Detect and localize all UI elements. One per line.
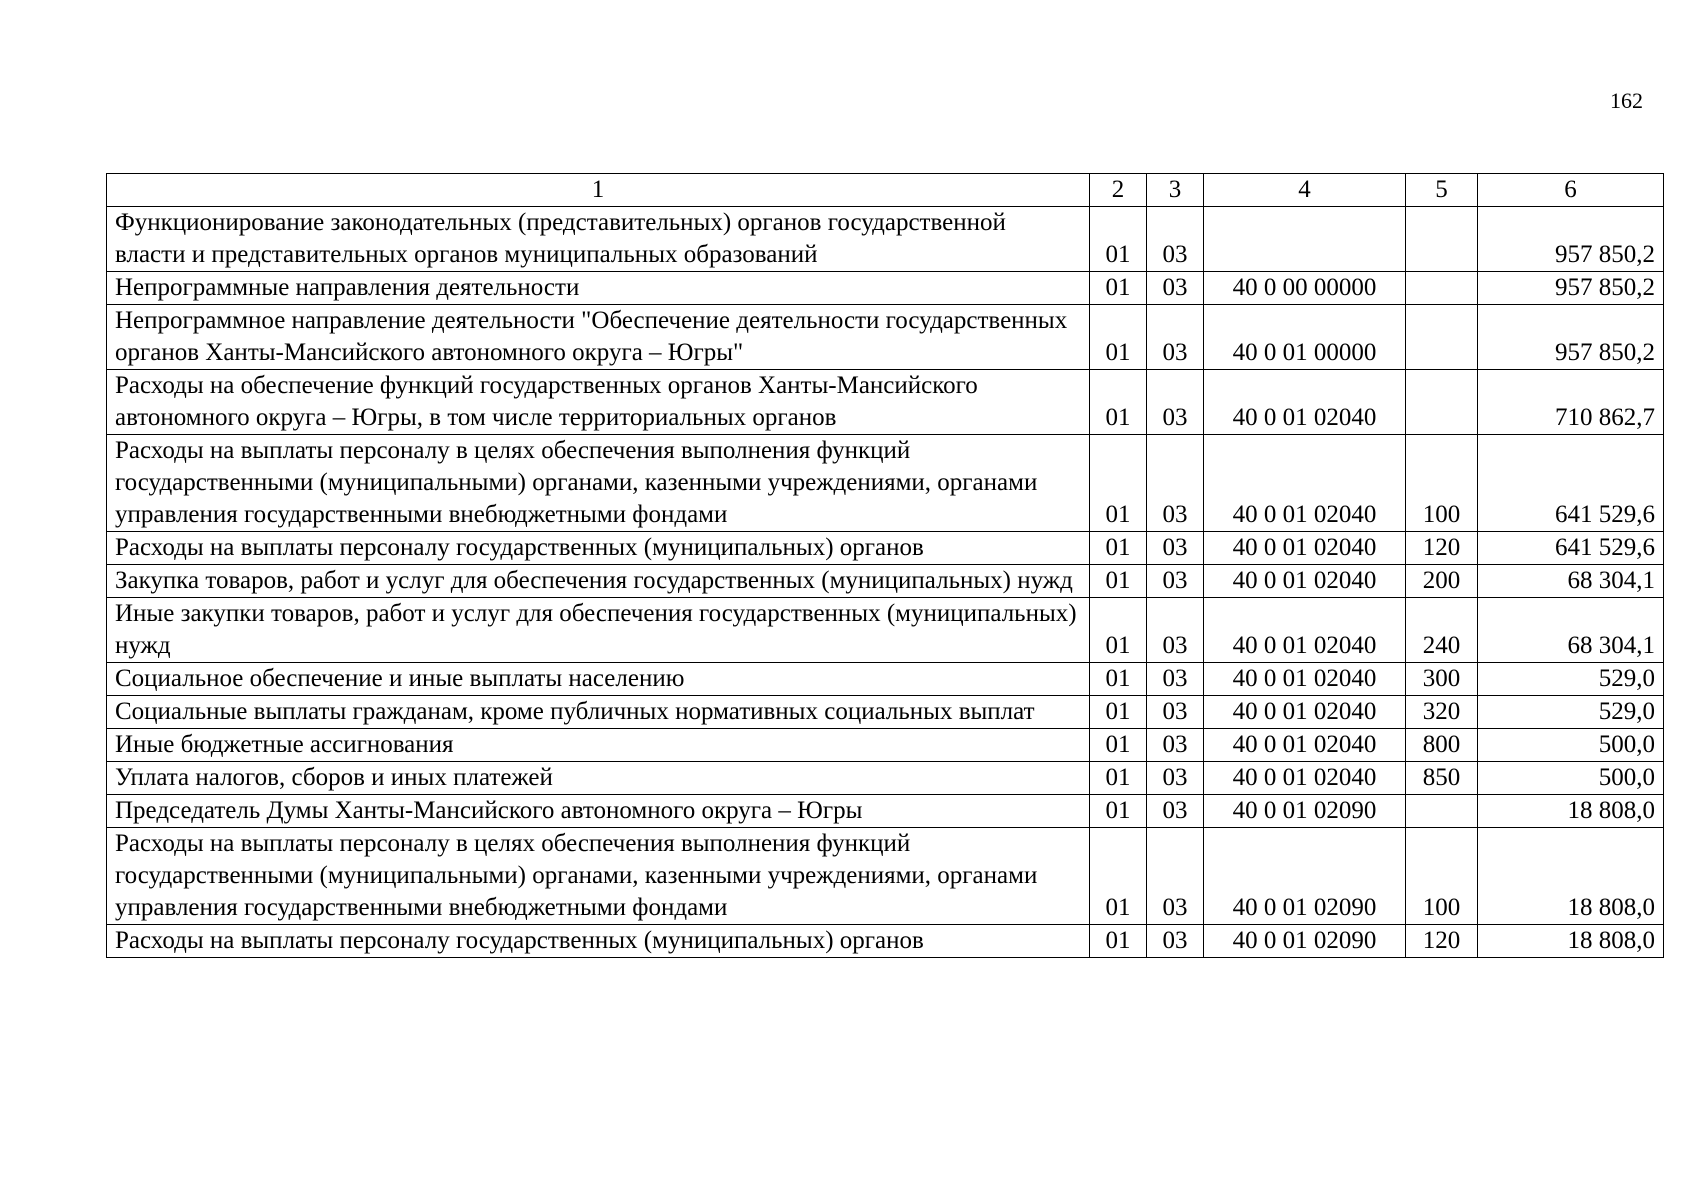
row-subsection: 03 [1147,305,1204,370]
row-target-code: 40 0 01 02040 [1204,565,1406,598]
row-name: Расходы на обеспечение функций государственных органов Ханты-Мансийского автономного округа – Югры, в том числе территориальных органов [107,370,1090,435]
row-target-code: 40 0 01 02040 [1204,598,1406,663]
row-expense-type [1406,207,1478,272]
header-col-2: 2 [1090,174,1147,207]
row-subsection: 03 [1147,207,1204,272]
row-amount: 68 304,1 [1478,565,1664,598]
row-section: 01 [1090,532,1147,565]
row-section: 01 [1090,565,1147,598]
row-expense-type [1406,370,1478,435]
row-subsection: 03 [1147,925,1204,958]
row-expense-type: 850 [1406,762,1478,795]
row-section: 01 [1090,762,1147,795]
row-target-code: 40 0 01 02040 [1204,370,1406,435]
header-col-1: 1 [107,174,1090,207]
row-target-code: 40 0 01 02040 [1204,696,1406,729]
row-amount: 18 808,0 [1478,795,1664,828]
row-expense-type [1406,305,1478,370]
row-name: Расходы на выплаты персоналу государственных (муниципальных) органов [107,532,1090,565]
row-subsection: 03 [1147,272,1204,305]
row-expense-type [1406,272,1478,305]
row-name: Расходы на выплаты персоналу государственных (муниципальных) органов [107,925,1090,958]
row-target-code [1204,207,1406,272]
row-section: 01 [1090,663,1147,696]
row-target-code: 40 0 01 02090 [1204,925,1406,958]
row-amount: 529,0 [1478,663,1664,696]
row-name: Расходы на выплаты персоналу в целях обеспечения выполнения функций государственными (муниципальными) органами, казенными учреждениями, органами управления государственными внебюджетными фондами [107,828,1090,925]
header-col-4: 4 [1204,174,1406,207]
row-name: Председатель Думы Ханты-Мансийского автономного округа – Югры [107,795,1090,828]
table-row [107,828,1664,925]
row-section: 01 [1090,370,1147,435]
row-subsection: 03 [1147,663,1204,696]
row-expense-type: 100 [1406,828,1478,925]
table-row [107,565,1664,598]
table-row [107,532,1664,565]
table-row [107,729,1664,762]
row-section: 01 [1090,598,1147,663]
row-amount: 500,0 [1478,729,1664,762]
row-name: Закупка товаров, работ и услуг для обеспечения государственных (муниципальных) нужд [107,565,1090,598]
row-expense-type: 120 [1406,925,1478,958]
row-amount: 18 808,0 [1478,828,1664,925]
row-section: 01 [1090,828,1147,925]
table-row [107,598,1664,663]
row-subsection: 03 [1147,598,1204,663]
row-name: Расходы на выплаты персоналу в целях обеспечения выполнения функций государственными (муниципальными) органами, казенными учреждениями, органами управления государственными внебюджетными фондами [107,435,1090,532]
row-subsection: 03 [1147,565,1204,598]
row-name: Непрограммные направления деятельности [107,272,1090,305]
row-amount: 500,0 [1478,762,1664,795]
row-amount: 957 850,2 [1478,305,1664,370]
row-expense-type: 200 [1406,565,1478,598]
row-target-code: 40 0 01 02040 [1204,435,1406,532]
row-subsection: 03 [1147,435,1204,532]
row-target-code: 40 0 00 00000 [1204,272,1406,305]
row-section: 01 [1090,925,1147,958]
header-row [107,174,1664,207]
row-subsection: 03 [1147,762,1204,795]
row-expense-type: 240 [1406,598,1478,663]
table-row [107,762,1664,795]
row-target-code: 40 0 01 02040 [1204,663,1406,696]
row-expense-type: 300 [1406,663,1478,696]
row-amount: 957 850,2 [1478,207,1664,272]
row-target-code: 40 0 01 00000 [1204,305,1406,370]
table-row [107,795,1664,828]
row-section: 01 [1090,729,1147,762]
table-row [107,696,1664,729]
header-col-6: 6 [1478,174,1664,207]
table-row [107,370,1664,435]
header-col-5: 5 [1406,174,1478,207]
row-expense-type: 320 [1406,696,1478,729]
row-target-code: 40 0 01 02090 [1204,828,1406,925]
row-name: Социальное обеспечение и иные выплаты населению [107,663,1090,696]
row-expense-type: 800 [1406,729,1478,762]
row-amount: 641 529,6 [1478,435,1664,532]
row-expense-type: 120 [1406,532,1478,565]
row-expense-type: 100 [1406,435,1478,532]
row-section: 01 [1090,795,1147,828]
row-name: Уплата налогов, сборов и иных платежей [107,762,1090,795]
row-subsection: 03 [1147,370,1204,435]
table-row [107,207,1664,272]
row-subsection: 03 [1147,828,1204,925]
table-row [107,305,1664,370]
row-target-code: 40 0 01 02040 [1204,532,1406,565]
header-col-3: 3 [1147,174,1204,207]
row-name: Иные закупки товаров, работ и услуг для обеспечения государственных (муниципальных) нужд [107,598,1090,663]
row-name: Иные бюджетные ассигнования [107,729,1090,762]
row-amount: 68 304,1 [1478,598,1664,663]
row-amount: 529,0 [1478,696,1664,729]
table-row [107,272,1664,305]
row-amount: 641 529,6 [1478,532,1664,565]
row-target-code: 40 0 01 02040 [1204,762,1406,795]
row-subsection: 03 [1147,696,1204,729]
row-subsection: 03 [1147,795,1204,828]
row-name: Социальные выплаты гражданам, кроме публичных нормативных социальных выплат [107,696,1090,729]
row-section: 01 [1090,272,1147,305]
row-name: Непрограммное направление деятельности "Обеспечение деятельности государственных органов Ханты-Мансийского автономного округа – Югры" [107,305,1090,370]
row-name: Функционирование законодательных (представительных) органов государственной власти и представительных органов муниципальных образований [107,207,1090,272]
row-section: 01 [1090,305,1147,370]
row-section: 01 [1090,207,1147,272]
row-amount: 957 850,2 [1478,272,1664,305]
page-number: 162 [1610,88,1643,113]
row-section: 01 [1090,435,1147,532]
table-row [107,663,1664,696]
row-amount: 710 862,7 [1478,370,1664,435]
table-row [107,925,1664,958]
row-expense-type [1406,795,1478,828]
row-subsection: 03 [1147,729,1204,762]
row-section: 01 [1090,696,1147,729]
row-amount: 18 808,0 [1478,925,1664,958]
budget-table [106,173,1664,958]
table-row [107,435,1664,532]
row-target-code: 40 0 01 02040 [1204,729,1406,762]
table-body [107,207,1664,958]
row-target-code: 40 0 01 02090 [1204,795,1406,828]
row-subsection: 03 [1147,532,1204,565]
